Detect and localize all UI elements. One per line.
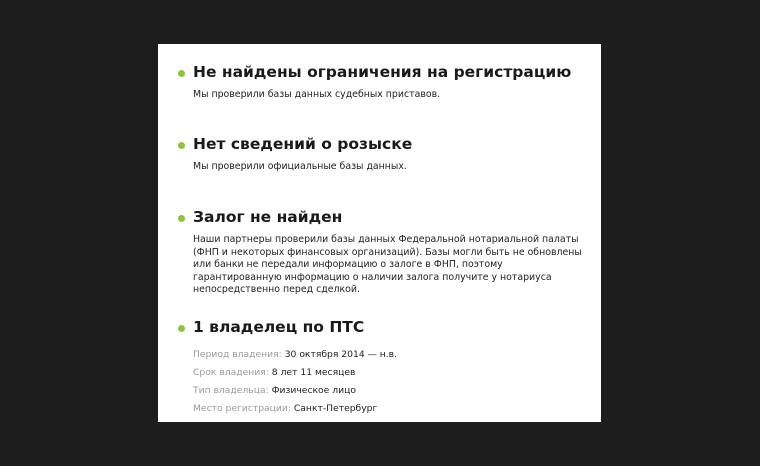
check-description: Мы проверили базы данных судебных приставов.: [193, 89, 441, 100]
report-card: [158, 44, 601, 422]
row-label: Период владения:: [193, 349, 282, 360]
status-dot-icon: [178, 70, 185, 77]
check-description: Мы проверили официальные базы данных.: [193, 161, 407, 172]
owner-row-type: [193, 382, 601, 400]
check-restrictions: [158, 61, 601, 102]
owners-section: [158, 316, 601, 418]
row-value: 30 октября 2014 — н.в.: [284, 349, 397, 360]
owner-row-region: [193, 400, 601, 418]
owners-title: 1 владелец по ПТС: [193, 318, 365, 336]
row-value: Физическое лицо: [271, 385, 356, 396]
check-pledge: [158, 206, 601, 297]
check-title: Не найдены ограничения на регистрацию: [193, 63, 572, 81]
row-label: Место регистрации:: [193, 403, 291, 414]
status-dot-icon: [178, 142, 185, 149]
check-description: Наши партнеры проверили базы данных Федеральной нотариальной палаты (ФНП и некоторых финансовых организаций). Базы могли быть не обновлены или банки не передали информацию о залоге в ФНП, поэтому гарантированную информацию о наличии залога получите у нотариуса непосредственно перед сделкой.: [193, 234, 582, 295]
status-dot-icon: [178, 325, 185, 332]
row-value: 8 лет 11 месяцев: [271, 367, 356, 378]
row-label: Тип владельца:: [193, 385, 269, 396]
owner-details: [193, 346, 601, 418]
check-title: Залог не найден: [193, 208, 343, 226]
check-wanted: [158, 133, 601, 174]
owner-row-duration: [193, 364, 601, 382]
status-dot-icon: [178, 215, 185, 222]
check-title: Нет сведений о розыске: [193, 135, 413, 153]
row-value: Санкт-Петербург: [293, 403, 378, 414]
owner-row-period: [193, 346, 601, 364]
row-label: Срок владения:: [193, 367, 269, 378]
